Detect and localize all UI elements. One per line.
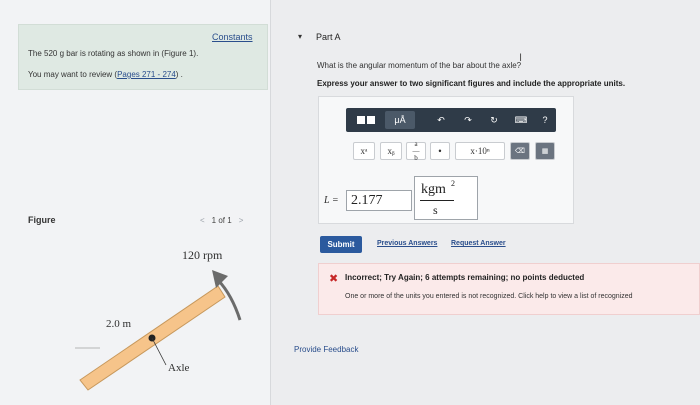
provide-feedback-link[interactable]: Provide Feedback — [294, 345, 359, 354]
reset-icon[interactable]: ↻ — [490, 114, 498, 125]
rpm-label: 120 rpm — [182, 248, 223, 262]
units-button[interactable]: μÅ — [385, 111, 415, 129]
review-pages-link[interactable]: Pages 271 - 274 — [117, 70, 176, 79]
bar-length-label: 2.0 m — [106, 318, 132, 330]
figure-page-indicator: 1 of 1 — [211, 216, 232, 225]
fraction-bottom: b — [414, 153, 418, 162]
answer-variable-label: L = — [324, 195, 339, 206]
prev-figure-icon[interactable]: < — [200, 216, 205, 225]
incorrect-feedback-box — [318, 263, 700, 315]
rotating-bar-figure — [70, 240, 270, 400]
review-suffix: ) . — [175, 70, 183, 79]
previous-answers-link[interactable]: Previous Answers — [377, 240, 438, 247]
answer-instruction: Express your answer to two significant figures and include the appropriate units. — [317, 79, 626, 88]
text-cursor-icon: I — [519, 52, 523, 64]
collapse-chevron-icon[interactable]: ▾ — [298, 32, 303, 41]
undo-icon[interactable]: ↶ — [437, 114, 445, 125]
unit-numerator: kgm — [421, 182, 446, 197]
subscript-button[interactable]: xᵦ — [380, 142, 402, 160]
axle-label: Axle — [168, 362, 190, 374]
multiply-dot-button[interactable]: • — [430, 142, 450, 160]
backspace-icon[interactable]: ⌫ — [510, 142, 530, 160]
feedback-message: One or more of the units you entered is not recognized. Click help to view a list of recognized — [345, 293, 633, 300]
figure-label: Figure — [28, 215, 56, 225]
rotation-arrowhead-icon — [212, 270, 228, 288]
scientific-notation-button[interactable]: x·10ⁿ — [455, 142, 505, 160]
templates-button[interactable] — [352, 111, 380, 129]
unit-fraction-bar — [420, 200, 454, 201]
pane-divider — [270, 0, 271, 405]
part-title[interactable]: Part A — [316, 32, 341, 42]
incorrect-x-icon: ✖ — [329, 273, 339, 285]
help-icon[interactable]: ? — [542, 115, 548, 125]
review-note — [28, 70, 183, 79]
answer-value-input[interactable]: 2.177 — [346, 190, 412, 211]
keypad-icon[interactable]: ▦ — [535, 142, 555, 160]
unit-exponent: 2 — [451, 179, 455, 188]
keyboard-icon[interactable]: ⌨ — [514, 114, 528, 125]
feedback-title: Incorrect; Try Again; 6 attempts remaining; no points deducted — [345, 273, 585, 282]
fraction-top: a — [414, 139, 418, 148]
request-answer-link[interactable]: Request Answer — [451, 240, 506, 247]
redo-icon[interactable]: ↷ — [464, 114, 472, 125]
question-text: What is the angular momentum of the bar about the axle? — [317, 61, 522, 70]
constants-link[interactable]: Constants — [212, 32, 253, 42]
fraction-bar: — — [412, 146, 420, 155]
submit-button[interactable]: Submit — [320, 236, 362, 253]
answer-units-input[interactable] — [414, 176, 478, 220]
unit-denominator: s — [433, 203, 438, 217]
next-figure-icon[interactable]: > — [238, 216, 244, 225]
figure-pager — [200, 216, 243, 225]
review-prefix: You may want to review ( — [28, 70, 118, 79]
superscript-button[interactable]: xᵃ — [353, 142, 375, 160]
fraction-button[interactable] — [406, 139, 426, 162]
problem-statement: The 520 g bar is rotating as shown in (Figure 1). — [28, 49, 199, 58]
